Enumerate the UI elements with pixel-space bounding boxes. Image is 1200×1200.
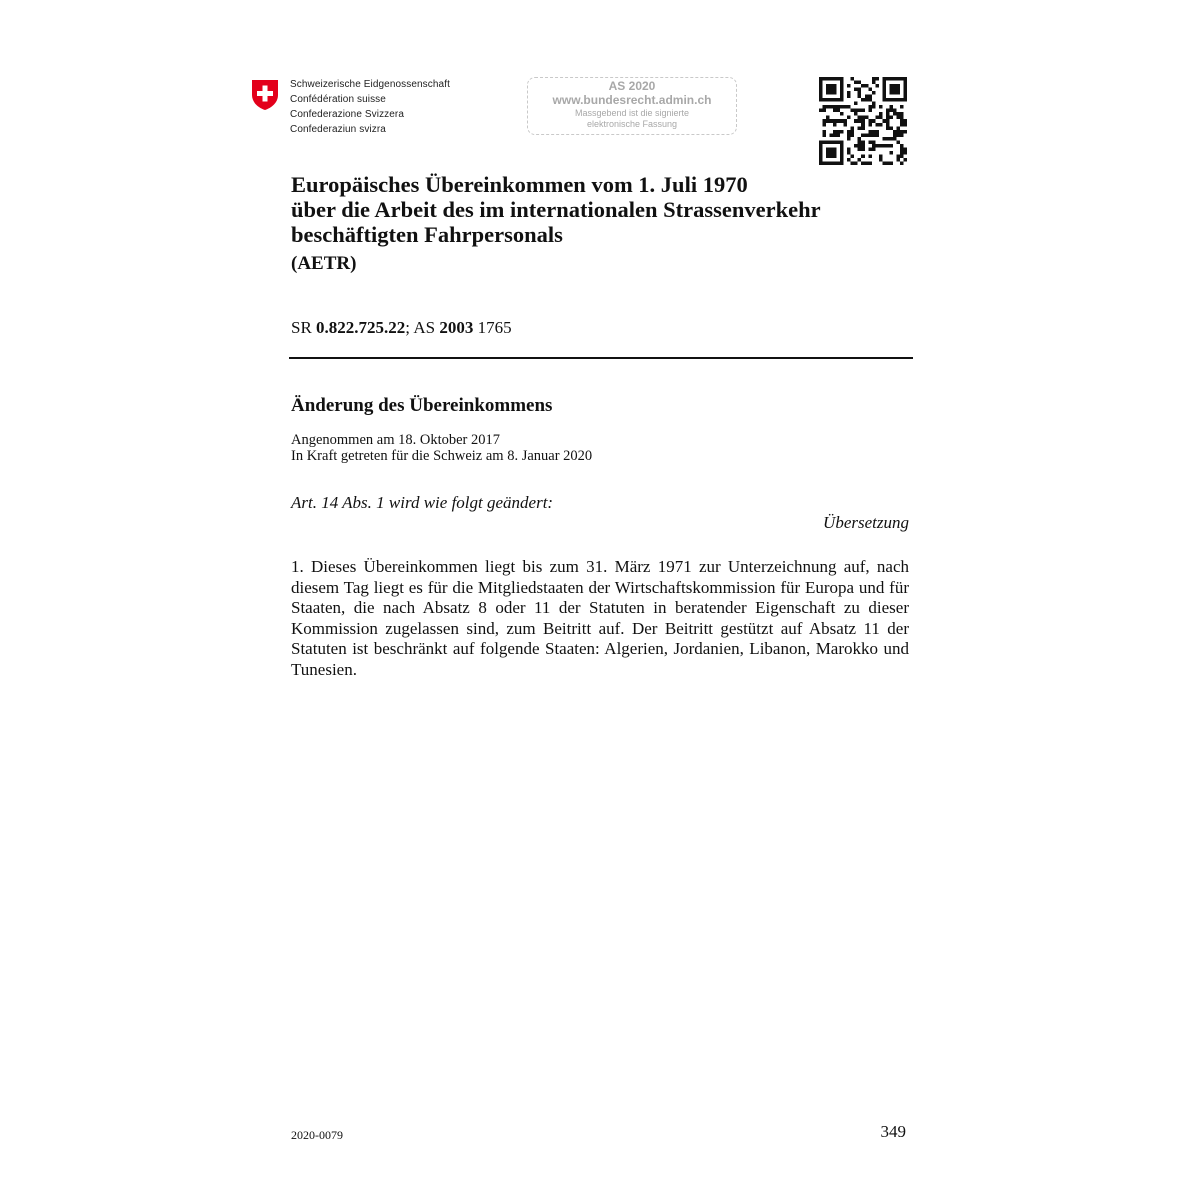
translation-note: Übersetzung bbox=[823, 513, 909, 532]
qr-code-icon bbox=[819, 77, 907, 165]
title-line: Europäisches Übereinkommen vom 1. Juli 1970 bbox=[291, 172, 748, 197]
document-abbreviation: (AETR) bbox=[291, 253, 357, 274]
date-info bbox=[291, 432, 592, 464]
stamp-as-year: AS 2020 bbox=[608, 79, 656, 93]
stamp-url[interactable]: www.bundesrecht.admin.ch bbox=[552, 93, 712, 107]
amendment-intro: Art. 14 Abs. 1 wird wie folgt geändert: bbox=[291, 493, 554, 512]
confederation-name-fr: Confédération suisse bbox=[290, 94, 386, 105]
swiss-cross-shield-icon bbox=[251, 79, 279, 111]
title-line: beschäftigten Fahrpersonals bbox=[291, 222, 563, 247]
stamp-note-2: elektronische Fassung bbox=[586, 119, 678, 129]
in-force-date: In Kraft getreten für die Schweiz am 8. Januar 2020 bbox=[291, 448, 593, 464]
confederation-name-it: Confederazione Svizzera bbox=[290, 109, 405, 120]
document-title bbox=[291, 172, 821, 247]
confederation-name-de: Schweizerische Eidgenossenschaft bbox=[290, 79, 450, 90]
sr-reference bbox=[291, 318, 512, 338]
publication-stamp bbox=[527, 77, 737, 135]
confederation-name-rm: Confederaziun svizra bbox=[290, 124, 386, 135]
article-paragraph: 1. Dieses Übereinkommen liegt bis zum 31. März 1971 zur Unterzeichnung auf, nach diesem Tag liegt es für die Mitgliedstaaten der Wirtschaftskommission für Europa und für Staaten, die nach Absatz 8 oder 11 der Statuten in beratender Eigenschaft zu dieser Kommission zugelassen sind, zum Beitritt auf. Der Beitritt gestützt auf Absatz 11 der Statuten ist beschränkt auf folgende Staaten: Algerien, Jordanien, Libanon, Marokko und Tunesien. bbox=[291, 557, 909, 679]
stamp-note-1: Massgebend ist die signierte bbox=[574, 108, 690, 118]
sr-prefix: SR bbox=[291, 318, 317, 337]
sr-number: 0.822.725.22 bbox=[316, 318, 406, 337]
title-line: über die Arbeit des im internationalen Strassenverkehr bbox=[291, 197, 821, 222]
as-separator: ; AS bbox=[405, 318, 440, 337]
as-page: 1765 bbox=[473, 318, 512, 337]
adopted-date: Angenommen am 18. Oktober 2017 bbox=[291, 432, 501, 448]
section-heading: Änderung des Übereinkommens bbox=[291, 395, 553, 416]
confederation-names bbox=[290, 77, 450, 137]
header-divider bbox=[289, 357, 913, 359]
as-year: 2003 bbox=[439, 318, 474, 337]
page-number: 349 bbox=[880, 1122, 906, 1141]
document-number: 2020-0079 bbox=[291, 1128, 343, 1142]
